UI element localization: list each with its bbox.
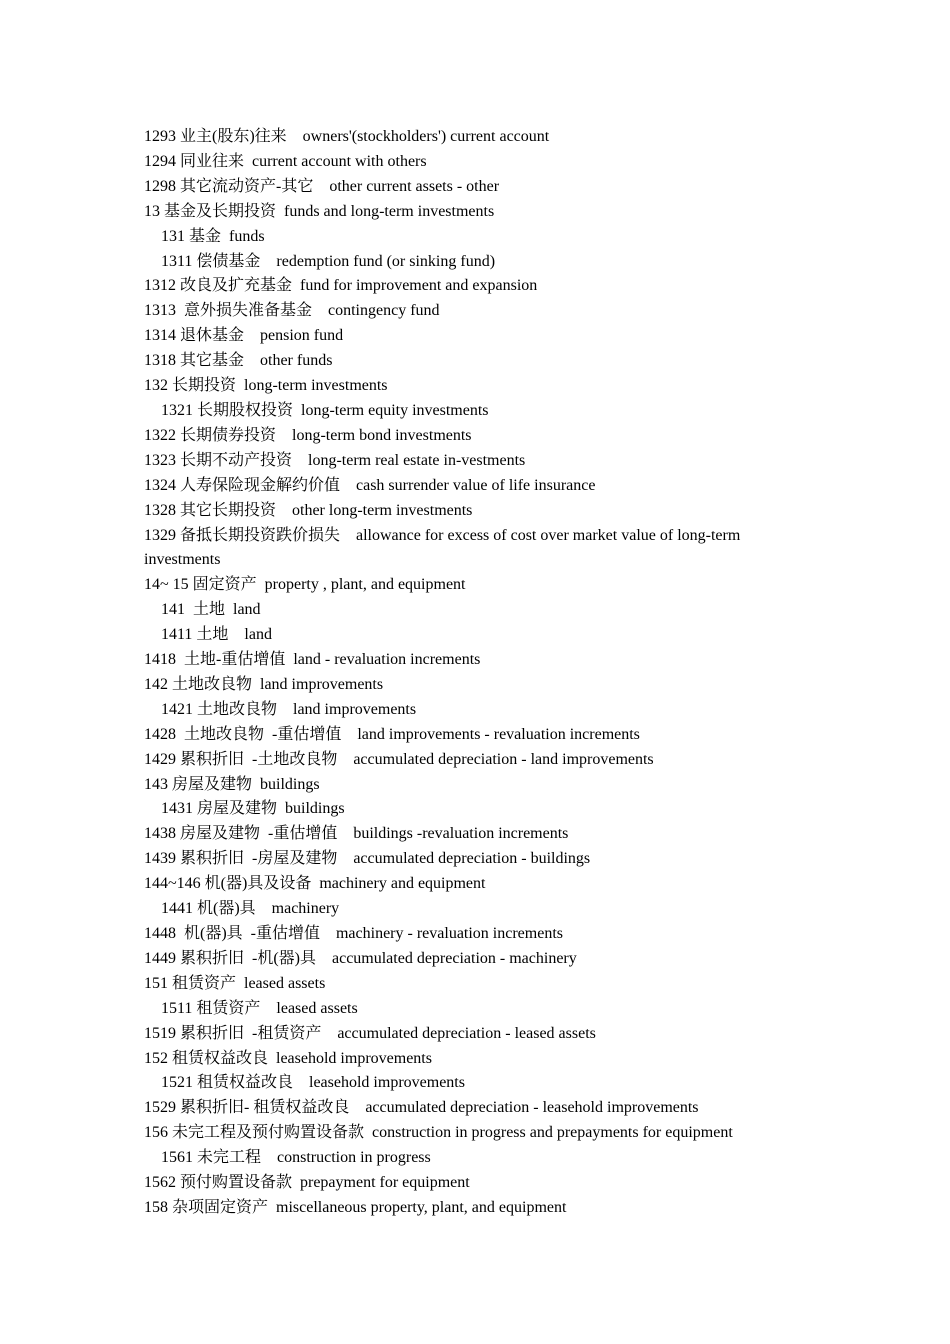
account-line: 1294 同业往来 current account with others — [144, 152, 427, 170]
account-line: 142 土地改良物 land improvements — [144, 675, 384, 693]
account-line: 1329 备抵长期投资跌价损失 allowance for excess of cost over market value of long-term investments — [144, 526, 745, 569]
account-line: 1529 累积折旧- 租赁权益改良 accumulated depreciation - leasehold improvements — [144, 1099, 699, 1117]
account-line: 1298 其它流动资产-其它 other current assets - other — [144, 177, 500, 195]
account-line: 1418 土地-重估增值 land - revaluation increments — [144, 651, 481, 669]
account-line: 13 基金及长期投资 funds and long-term investments — [144, 202, 495, 220]
account-line: 152 租赁权益改良 leasehold improvements — [144, 1049, 432, 1067]
account-line: 14~ 15 固定资产 property , plant, and equipment — [144, 576, 466, 594]
account-line: 1448 机(器)具 -重估增值 machinery - revaluation increments — [144, 925, 564, 942]
account-line: 1511 租赁资产 leased assets — [161, 999, 358, 1017]
account-line: 1314 退休基金 pension fund — [144, 327, 344, 345]
account-line: 1429 累积折旧 -土地改良物 accumulated depreciation - land improvements — [144, 750, 654, 768]
account-line: 1323 长期不动产投资 long-term real estate in-vestments — [144, 451, 526, 469]
account-line: 141 土地 land — [161, 601, 261, 619]
account-line: 1421 土地改良物 land improvements — [161, 700, 417, 718]
document-body — [144, 125, 784, 1221]
account-line: 1431 房屋及建物 buildings — [161, 800, 345, 818]
account-line: 1322 长期债券投资 long-term bond investments — [144, 426, 472, 444]
account-line: 156 未完工程及预付购置设备款 construction in progress and prepayments for equipment — [144, 1124, 733, 1142]
account-line: 151 租赁资产 leased assets — [144, 974, 326, 992]
account-line: 1438 房屋及建物 -重估增值 buildings -revaluation increments — [144, 825, 569, 843]
account-line: 1519 累积折旧 -租赁资产 accumulated depreciation - leased assets — [144, 1024, 596, 1042]
account-line: 1449 累积折旧 -机(器)具 accumulated depreciation - machinery — [144, 949, 577, 967]
account-line: 143 房屋及建物 buildings — [144, 775, 320, 793]
account-line: 1321 长期股权投资 long-term equity investments — [161, 401, 489, 419]
account-line: 1562 预付购置设备款 prepayment for equipment — [144, 1174, 470, 1192]
account-line: 1439 累积折旧 -房屋及建物 accumulated depreciation - buildings — [144, 850, 591, 868]
account-line: 1428 土地改良物 -重估增值 land improvements - revaluation increments — [144, 725, 640, 743]
account-line: 158 杂项固定资产 miscellaneous property, plant, and equipment — [144, 1198, 567, 1216]
account-line: 1312 改良及扩充基金 fund for improvement and expansion — [144, 277, 538, 295]
account-line: 1324 人寿保险现金解约价值 cash surrender value of life insurance — [144, 476, 596, 494]
account-line: 1313 意外损失准备基金 contingency fund — [144, 302, 440, 320]
account-line: 1441 机(器)具 machinery — [161, 900, 340, 918]
account-line: 1328 其它长期投资 other long-term investments — [144, 501, 473, 519]
account-line: 1411 土地 land — [161, 626, 272, 644]
account-line: 1521 租赁权益改良 leasehold improvements — [161, 1074, 465, 1092]
account-line: 132 长期投资 long-term investments — [144, 377, 388, 395]
account-line: 144~146 机(器)具及设备 machinery and equipment — [144, 875, 486, 893]
account-line: 1318 其它基金 other funds — [144, 352, 333, 370]
account-line: 1293 业主(股东)往来 owners'(stockholders') current account — [144, 128, 550, 145]
account-line: 131 基金 funds — [161, 227, 265, 245]
account-line: 1311 偿债基金 redemption fund (or sinking fund) — [161, 252, 496, 270]
account-line: 1561 未完工程 construction in progress — [161, 1149, 431, 1167]
